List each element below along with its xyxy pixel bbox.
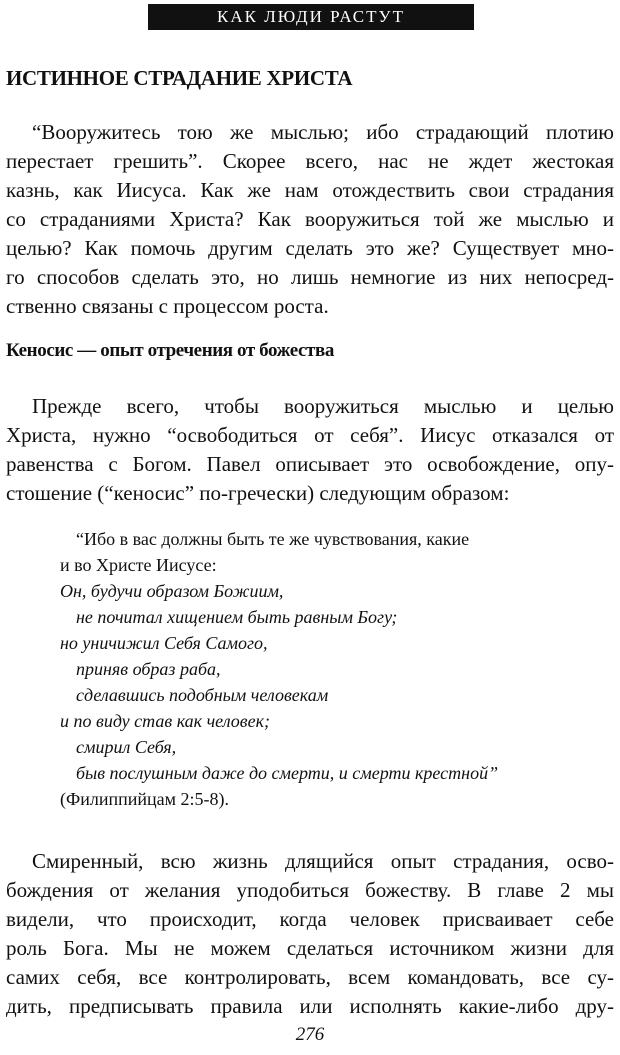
paragraph-line: го способов сделать это, но лишь немногие из них непосред- bbox=[6, 265, 614, 289]
quote-verse-line: быв послушным даже до смерти, и смерти крестной” bbox=[76, 763, 499, 783]
page-number: 276 bbox=[295, 1024, 325, 1045]
paragraph-line: роль Бога. Мы не можем сделаться источником жизни для bbox=[6, 936, 614, 960]
quote-verse-line: сделавшись подобным человекам bbox=[76, 685, 329, 705]
subheading: Кеносис — опыт отречения от божества bbox=[6, 340, 334, 361]
paragraph-line: Христа, нужно “освободиться от себя”. Иисус отказался от bbox=[6, 423, 614, 447]
paragraph-line: дить, предписывать правила или исполнять какие-либо дру- bbox=[6, 994, 614, 1018]
paragraph-line: казнь, как Иисуса. Как же нам отождествить свои страдания bbox=[6, 178, 614, 202]
paragraph-line: со страданиями Христа? Как вооружиться той же мыслью и bbox=[6, 207, 614, 231]
quote-verse-line: приняв образ раба, bbox=[76, 659, 221, 679]
quote-reference: (Филиппийцам 2:5-8). bbox=[60, 789, 229, 809]
paragraph-line: бождения от желания уподобиться божеству. В главе 2 мы bbox=[6, 878, 614, 902]
paragraph-line: ственно связаны с процессом роста. bbox=[6, 294, 329, 318]
quote-verse-line: и по виду став как человек; bbox=[60, 711, 270, 731]
paragraph-line: Прежде всего, чтобы вооружиться мыслью и целью bbox=[32, 394, 614, 418]
quote-verse-line: но уничижил Себя Самого, bbox=[60, 633, 268, 653]
quote-verse-line: смирил Себя, bbox=[76, 737, 177, 757]
quote-intro-line: “Ибо в вас должны быть те же чувствования, какие bbox=[76, 529, 470, 549]
paragraph-line: равенства с Богом. Павел описывает это освобождение, опу- bbox=[6, 452, 614, 476]
paragraph-line: самих себя, все контролировать, всем командовать, все су- bbox=[6, 965, 614, 989]
quote-verse-line: Он, будучи образом Божиим, bbox=[60, 581, 284, 601]
paragraph-1 bbox=[6, 118, 614, 321]
paragraph-2 bbox=[6, 392, 614, 508]
scripture-quote bbox=[60, 526, 580, 812]
quote-intro-line: и во Христе Иисусе: bbox=[60, 555, 217, 575]
paragraph-line: Смиренный, всю жизнь длящийся опыт страдания, осво- bbox=[32, 849, 614, 873]
running-header: КАК ЛЮДИ РАСТУТ bbox=[148, 4, 474, 30]
paragraph-line: перестает грешить”. Скорее всего, нас не ждет жестокая bbox=[6, 149, 614, 173]
paragraph-line: видели, что происходит, когда человек присваивает себе bbox=[6, 907, 614, 931]
paragraph-line: “Вооружитесь тою же мыслью; ибо страдающий плотию bbox=[32, 120, 614, 144]
section-title: ИСТИННОЕ СТРАДАНИЕ ХРИСТА bbox=[6, 66, 353, 90]
quote-verse-line: не почитал хищением быть равным Богу; bbox=[76, 607, 398, 627]
paragraph-line: целью? Как помочь другим сделать это же? Существует мно- bbox=[6, 236, 614, 260]
paragraph-3 bbox=[6, 847, 614, 1021]
paragraph-line: стошение (“кеносис” по-гречески) следующим образом: bbox=[6, 481, 510, 505]
